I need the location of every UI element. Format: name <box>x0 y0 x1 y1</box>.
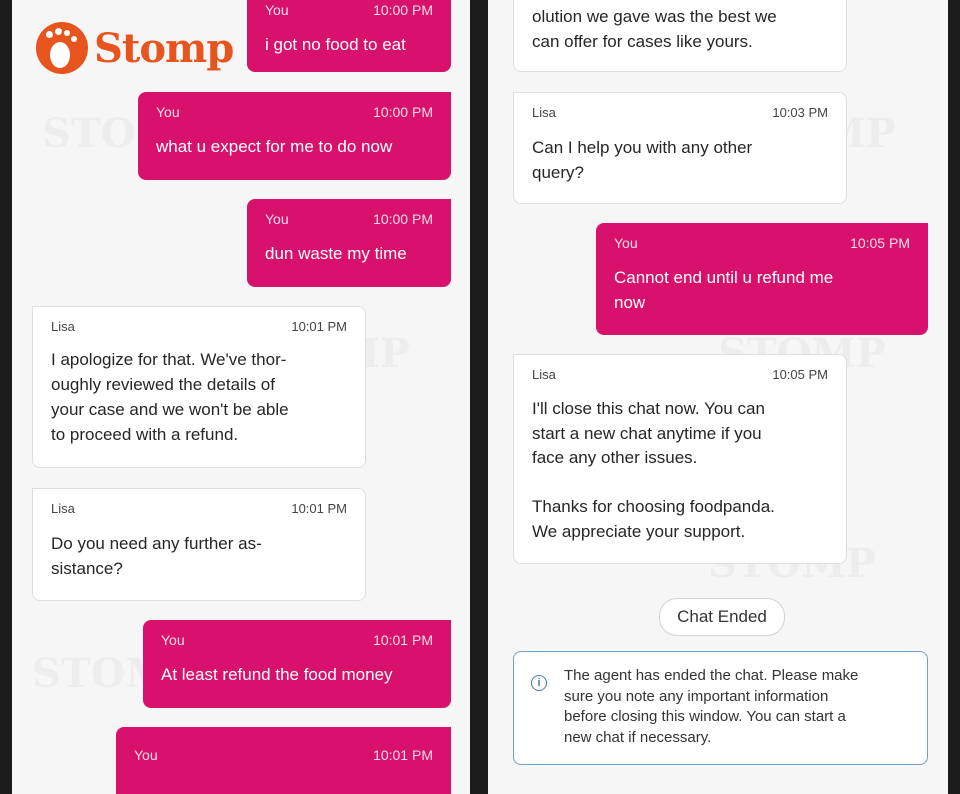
message-sender: You <box>156 104 180 120</box>
message-sender: You <box>265 211 289 227</box>
message-text: Can I help you with any other query? <box>532 138 753 182</box>
chat-message-agent <box>513 354 847 564</box>
chat-message-user <box>247 0 451 72</box>
stomp-footprint-icon <box>36 22 88 74</box>
message-sender: Lisa <box>51 319 75 334</box>
message-text: dun waste my time <box>265 244 407 263</box>
message-text: I apologize for that. We've thor- oughly reviewed the details of your case and we won't be able to proceed with a refund. <box>51 350 289 444</box>
chat-ended-badge: Chat Ended <box>659 598 785 636</box>
message-time: 10:01 PM <box>291 501 347 516</box>
message-time: 10:01 PM <box>291 319 347 334</box>
chat-message-user <box>596 223 928 335</box>
message-text: Cannot end until u refund me now <box>614 268 834 312</box>
right-chat-panel <box>488 0 948 794</box>
stomp-logo <box>36 22 233 74</box>
message-sender: You <box>134 747 158 763</box>
message-text: olution we gave was the best we can offer for cases like yours. <box>532 7 777 51</box>
info-icon: i <box>531 675 547 691</box>
message-time: 10:01 PM <box>373 632 433 648</box>
message-sender: Lisa <box>51 501 75 516</box>
chat-message-user <box>247 199 451 287</box>
message-sender: Lisa <box>532 367 556 382</box>
chat-message-agent <box>32 306 366 468</box>
message-text: Do you need any further as- sistance? <box>51 534 262 578</box>
message-sender: You <box>614 235 638 251</box>
chat-message-agent <box>513 92 847 204</box>
message-sender: Lisa <box>532 105 556 120</box>
message-sender: You <box>265 2 289 18</box>
chat-ended-notice <box>513 651 928 765</box>
message-time: 10:00 PM <box>373 104 433 120</box>
message-text: what u expect for me to do now <box>156 137 393 156</box>
message-text: I'll close this chat now. You can start a new chat anytime if you face any other issues. Thanks for choosing foodpanda. We appreciate your support. <box>532 399 775 541</box>
stomp-wordmark: Stomp <box>94 24 234 72</box>
left-chat-panel <box>12 0 470 794</box>
message-time: 10:05 PM <box>850 235 910 251</box>
chat-message-agent <box>513 0 847 72</box>
message-text: At least refund the food money <box>161 665 393 684</box>
chat-message-agent <box>32 488 366 601</box>
notice-text: The agent has ended the chat. Please make sure you note any important information before closing this window. You can start a new chat if necessary. <box>564 667 859 746</box>
message-time: 10:05 PM <box>772 367 828 382</box>
message-sender: You <box>161 632 185 648</box>
message-time: 10:00 PM <box>373 211 433 227</box>
message-time: 10:01 PM <box>373 747 433 763</box>
chat-message-user <box>143 620 451 708</box>
message-time: 10:03 PM <box>772 105 828 120</box>
message-time: 10:00 PM <box>373 2 433 18</box>
message-text: i got no food to eat <box>265 35 406 54</box>
chat-message-user <box>138 92 451 180</box>
chat-message-user <box>116 727 451 794</box>
